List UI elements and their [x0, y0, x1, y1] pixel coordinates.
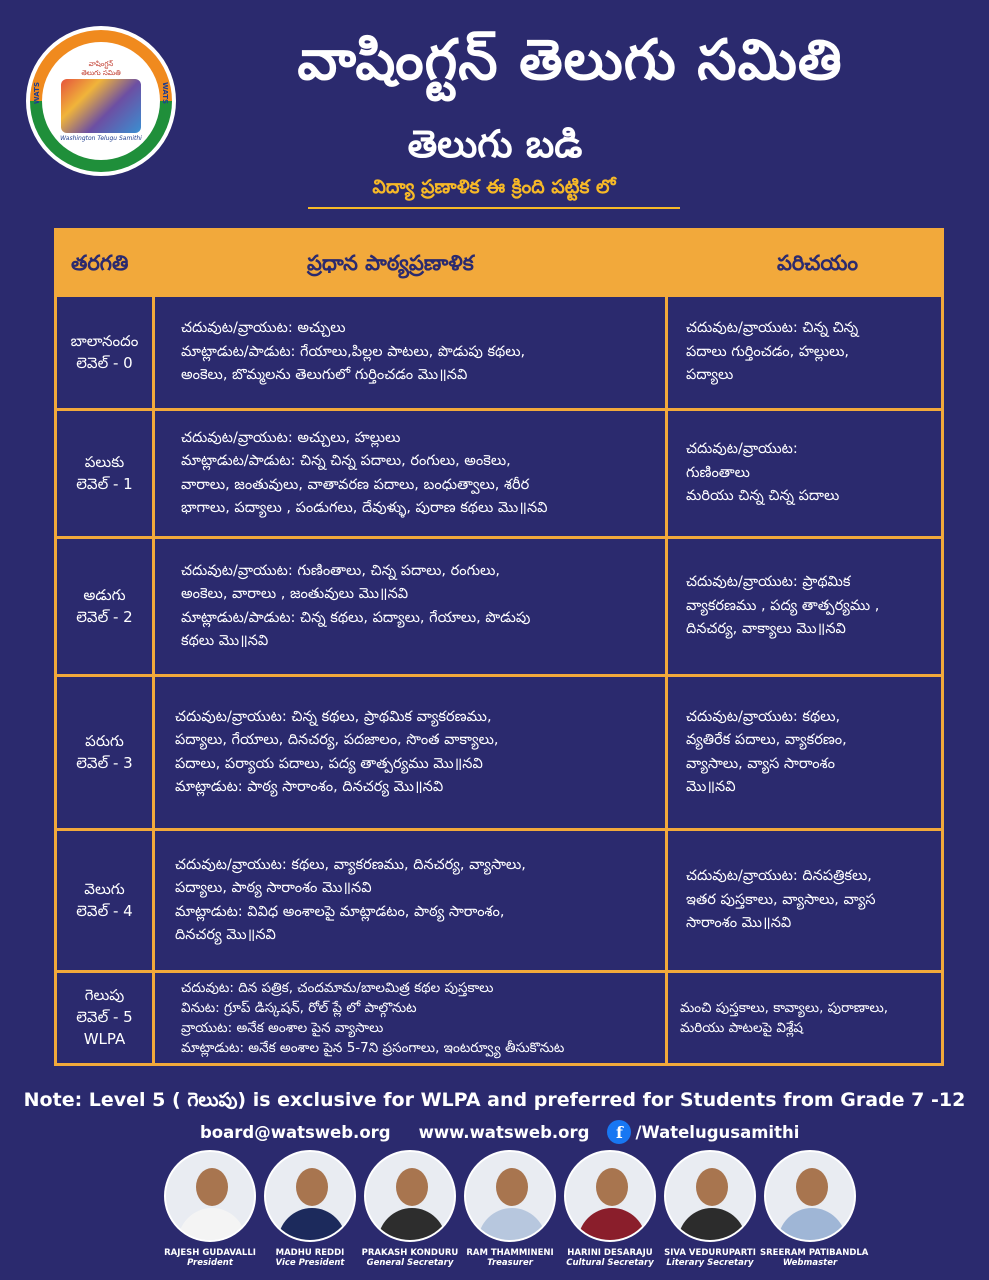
level-name: గెలుపు — [84, 986, 125, 1005]
level-name: వెలుగు — [84, 879, 125, 898]
level-code: లెవెల్ - 0 — [76, 353, 133, 372]
member-name: SIVA VEDURUPARTI — [664, 1248, 756, 1258]
intro-line: వ్యతిరేక పదాలు, వ్యాకరణం, — [686, 732, 847, 749]
logo-top-text-2: తెలుగు సమితి — [81, 68, 121, 77]
header-intro: పరిచయం — [777, 251, 858, 275]
curriculum-line: కథలు మొ॥నవి — [181, 632, 269, 649]
member-role: Cultural Secretary — [566, 1258, 654, 1268]
level-name: పరుగు — [85, 731, 124, 750]
member-card — [160, 1150, 260, 1268]
curriculum-line: పదాలు, పర్యాయ పదాలు, పద్య తాత్పర్యము మొ॥నవి — [175, 755, 483, 772]
table-header — [57, 231, 941, 297]
intro-line: మొ॥నవి — [686, 778, 736, 795]
curriculum-line: చదువుట/వ్రాయుట: గుణింతాలు, చిన్న పదాలు, రంగులు, — [181, 562, 500, 579]
avatar — [464, 1150, 556, 1242]
intro-line: గుణింతాలు — [686, 464, 750, 481]
intro-line: మరియు చిన్న చిన్న పదాలు — [686, 488, 840, 505]
page-tagline: విద్యా ప్రణాళిక ఈ క్రింది పట్టిక లో — [308, 176, 680, 209]
curriculum-line: పద్యాలు, గేయాలు, దినచర్య, పదజాలం, సొంత వాక్యాలు, — [175, 732, 499, 749]
curriculum-line: అంకెలు, బొమ్మలను తెలుగులో గుర్తించడం మొ॥నవి — [181, 367, 468, 384]
table-row-level-3 — [57, 677, 941, 831]
member-role: Webmaster — [782, 1258, 838, 1268]
logo-bottom-text: Washington Telugu Samithi — [60, 134, 142, 142]
curriculum-line: వ్రాయుట: అనేక అంశాల పైన వ్యాసాలు — [181, 1020, 384, 1036]
curriculum-line: చదువుట: దిన పత్రిక, చందమామ/బాలమిత్ర కథల పుస్తకాలు — [181, 979, 494, 996]
member-name: HARINI DESARAJU — [567, 1248, 653, 1258]
intro-line: మరియు పాటలపై విశ్లేష — [680, 1020, 804, 1036]
wats-logo — [26, 26, 176, 176]
member-name: PRAKASH KONDURU — [361, 1248, 459, 1258]
curriculum-line: చదువుట/వ్రాయుట: అచ్చులు, హల్లులు — [181, 429, 401, 446]
email-link[interactable]: board@watsweb.org — [200, 1122, 391, 1142]
member-role: Vice President — [275, 1258, 345, 1268]
avatar — [764, 1150, 856, 1242]
level-code: లెవెల్ - 2 — [76, 607, 133, 626]
intro-line: పదాలు గుర్తించడం, హల్లులు, — [686, 343, 850, 360]
member-name: RAJESH GUDAVALLI — [164, 1248, 256, 1258]
intro-line: చదువుట/వ్రాయుట: కథలు, — [686, 708, 841, 725]
member-card — [260, 1150, 360, 1268]
member-name: SREERAM PATIBANDLA — [760, 1248, 869, 1258]
curriculum-line: వారాలు, జంతువులు, వాతావరణ పదాలు, బంధుత్వాలు, శరీర — [181, 476, 530, 493]
avatar — [264, 1150, 356, 1242]
member-role: Treasurer — [487, 1258, 533, 1268]
website-link[interactable]: www.watsweb.org — [418, 1122, 590, 1142]
member-card — [760, 1150, 869, 1268]
member-card — [460, 1150, 560, 1268]
logo-side-right: WATS — [161, 82, 169, 105]
logo-art — [61, 79, 141, 133]
intro-line: పద్యాలు — [686, 367, 734, 384]
curriculum-line: అంకెలు, వారాలు , జంతువులు మొ॥నవి — [181, 586, 409, 603]
committee-members — [160, 1150, 870, 1280]
curriculum-line: మాట్లాడుట: అనేక అంశాల పైన 5-7ని ప్రసంగాలు, ఇంటర్వ్యూ తీసుకొనుట — [181, 1040, 565, 1057]
intro-line: వ్యాసాలు, వ్యాస సారాంశం — [686, 755, 835, 772]
level-extra: WLPA — [83, 1029, 126, 1048]
header-curriculum: ప్రధాన పాఠ్యప్రణాళిక — [307, 251, 474, 275]
facebook-link[interactable]: /Watelugusamithi — [635, 1122, 800, 1142]
contact-bar — [200, 1119, 840, 1145]
curriculum-line: వినుట: గ్రూప్ డిస్కషన్, రోల్ ప్లే లో పాల్గొనుట — [181, 999, 417, 1016]
curriculum-table — [54, 228, 944, 1066]
intro-line: చదువుట/వ్రాయుట: ప్రాథమిక — [686, 574, 851, 591]
intro-line: చదువుట/వ్రాయుట: దినపత్రికలు, — [686, 868, 872, 885]
curriculum-line: మాట్లాడుట/పాడుట: చిన్న కథలు, పద్యాలు, గేయాలు, పొడుపు — [181, 609, 531, 626]
member-role: President — [187, 1258, 233, 1268]
member-role: Literary Secretary — [666, 1258, 754, 1268]
level-code: లెవెల్ - 5 — [76, 1008, 133, 1027]
curriculum-line: పద్యాలు, పాఠ్య సారాంశం మొ॥నవి — [175, 880, 372, 897]
intro-line: ఇతర పుస్తకాలు, వ్యాసాలు, వ్యాస — [686, 891, 876, 908]
member-card — [360, 1150, 460, 1268]
avatar — [564, 1150, 656, 1242]
curriculum-line: భాగాలు, పద్యాలు , పండుగలు, దేవుళ్ళు, పురాణ కథలు మొ॥నవి — [181, 499, 548, 516]
avatar — [364, 1150, 456, 1242]
logo-side-left: WATS — [33, 82, 41, 105]
curriculum-line: చదువుట/వ్రాయుట: కథలు, వ్యాకరణము, దినచర్య, వ్యాసాలు, — [175, 856, 526, 873]
member-role: General Secretary — [366, 1258, 454, 1268]
page-subtitle: తెలుగు బడి — [407, 122, 583, 166]
intro-line: చదువుట/వ్రాయుట: — [686, 441, 798, 458]
page-title: వాషింగ్టన్ తెలుగు సమితి — [297, 28, 843, 93]
note-text: Note: Level 5 ( గెలుపు) is exclusive for WLPA and preferred for Students from Grade 7 -12 — [23, 1089, 966, 1111]
level-name: అడుగు — [83, 585, 126, 604]
intro-line: చదువుట/వ్రాయుట: చిన్న చిన్న — [686, 320, 859, 337]
member-card — [660, 1150, 760, 1268]
level-code: లెవెల్ - 3 — [76, 753, 133, 772]
member-name: MADHU REDDI — [275, 1248, 345, 1258]
curriculum-line: మాట్లాడుట/పాడుట: చిన్న చిన్న పదాలు, రంగులు, అంకెలు, — [181, 453, 511, 470]
level-code: లెవెల్ - 1 — [76, 474, 133, 493]
level-name: బాలానందం — [70, 331, 139, 350]
table-row-level-4 — [57, 831, 941, 973]
intro-line: సారాంశం మొ॥నవి — [686, 915, 792, 932]
table-row-level-5 — [57, 973, 941, 1063]
curriculum-line: చదువుట/వ్రాయుట: అచ్చులు — [181, 320, 346, 337]
header-class: తరగతి — [71, 251, 129, 275]
table-row-level-1 — [57, 411, 941, 539]
table-row-level-0 — [57, 297, 941, 411]
curriculum-line: చదువుట/వ్రాయుట: చిన్న కథలు, ప్రాథమిక వ్యాకరణము, — [175, 708, 492, 725]
facebook-icon[interactable]: f — [607, 1120, 631, 1144]
curriculum-line: దినచర్య మొ॥నవి — [175, 926, 276, 943]
member-name: RAM THAMMINENI — [466, 1248, 554, 1258]
intro-line: మంచి పుస్తకాలు, కావ్యాలు, పురాణాలు, — [680, 999, 889, 1016]
avatar — [664, 1150, 756, 1242]
curriculum-line: మాట్లాడుట: పాఠ్య సారాంశం, దినచర్య మొ॥నవి — [175, 778, 444, 795]
intro-line: దినచర్య, వాక్యాలు మొ॥నవి — [686, 621, 846, 638]
avatar — [164, 1150, 256, 1242]
intro-line: వ్యాకరణము , పద్య తాత్పర్యము , — [686, 597, 880, 614]
member-card — [560, 1150, 660, 1268]
level-code: లెవెల్ - 4 — [76, 901, 133, 920]
level-name: పలుకు — [84, 452, 125, 471]
curriculum-line: మాట్లాడుట/పాడుట: గేయాలు,పిల్లల పాటలు, పొడుపు కథలు, — [181, 343, 526, 360]
curriculum-line: మాట్లాడుట: వివిధ అంశాలపై మాట్లాడటం, పాఠ్య సారాంశం, — [175, 903, 505, 920]
logo-top-text-1: వాషింగ్టన్ — [88, 60, 114, 69]
table-row-level-2 — [57, 539, 941, 677]
